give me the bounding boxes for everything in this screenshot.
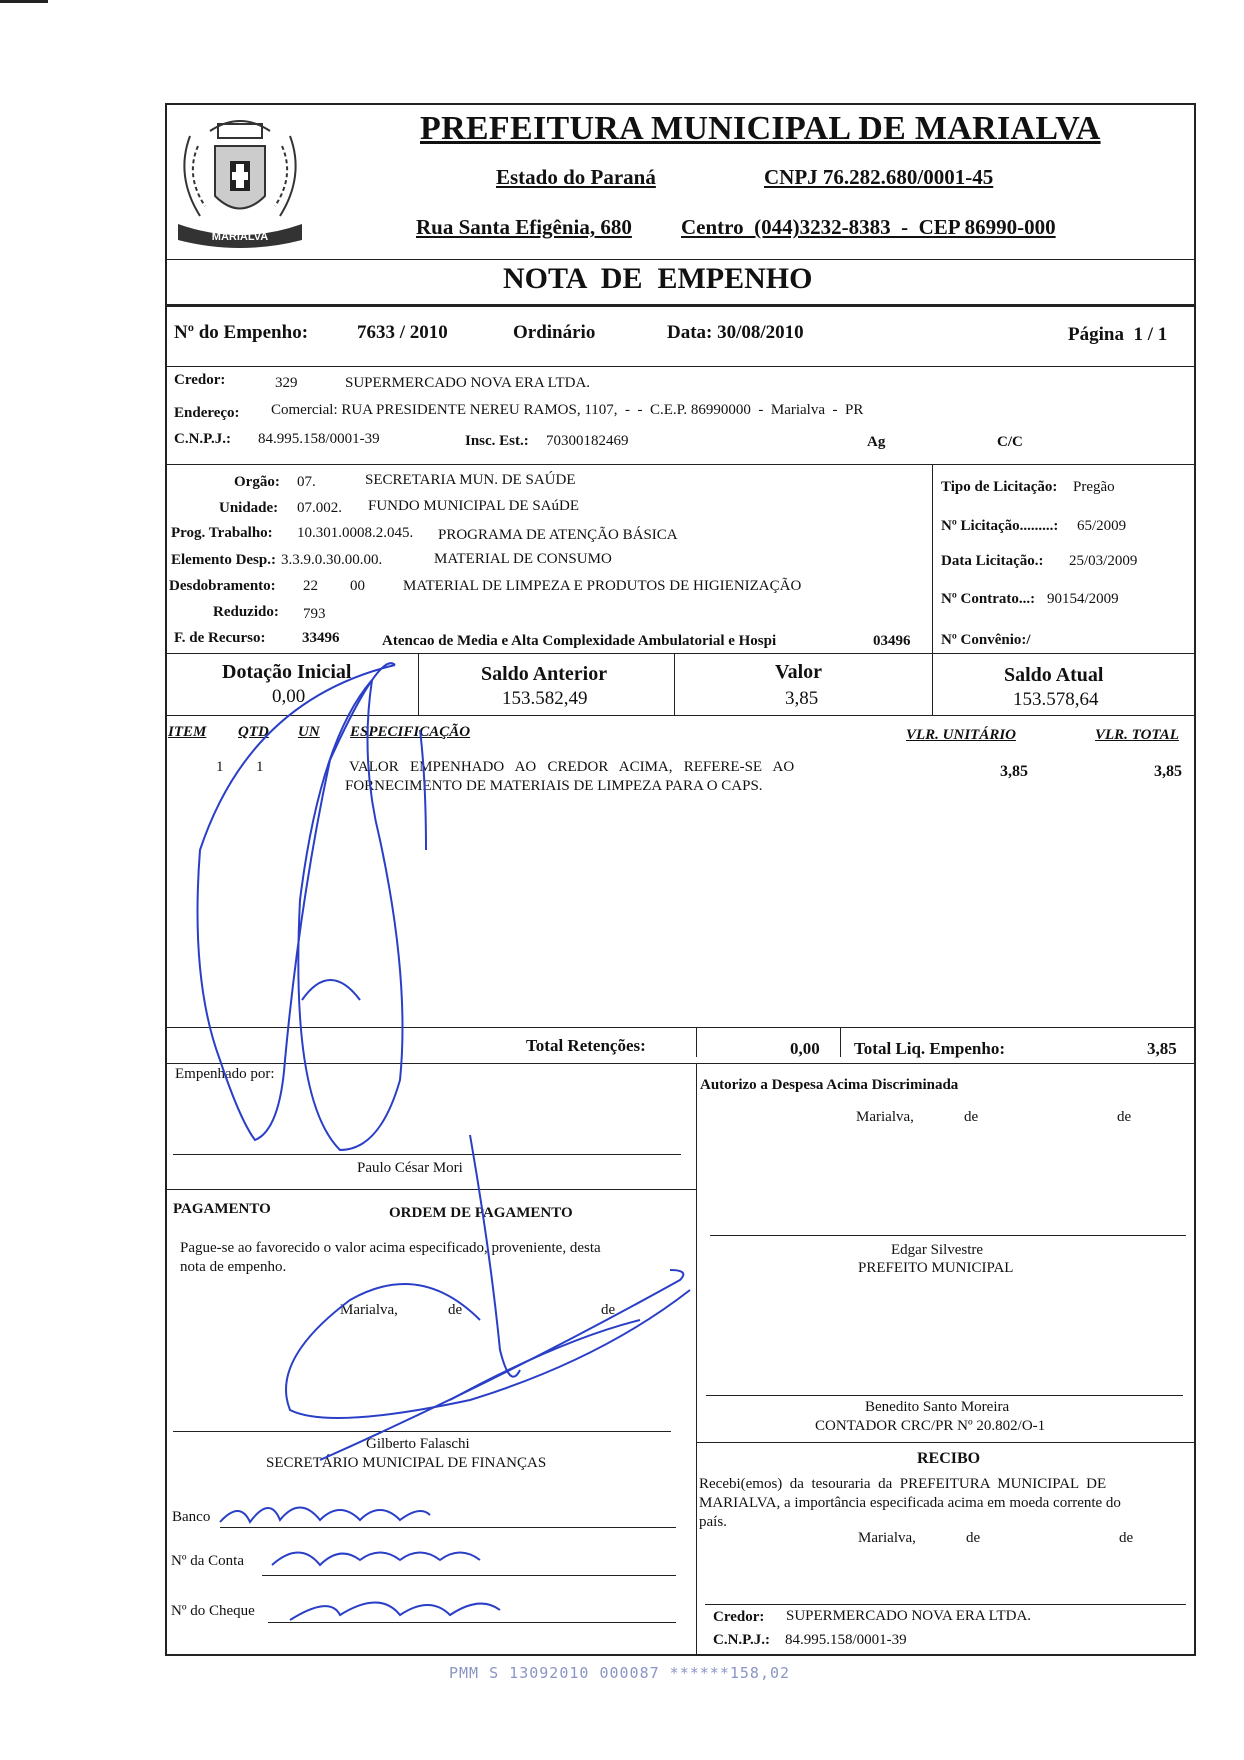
tipo-licitacao: Pregão — [1073, 479, 1115, 495]
prefeito-name: Edgar Silvestre — [891, 1242, 984, 1258]
item-total-value: 3,85 — [1154, 763, 1182, 780]
cnpj-label: C.N.P.J.: — [174, 431, 231, 447]
dotacao-inicial-value: 0,00 — [272, 686, 306, 707]
col-item: ITEM — [168, 724, 207, 740]
reduzido-label: Reduzido: — [213, 604, 279, 620]
licitacao-date: 25/03/2009 — [1069, 553, 1138, 569]
ag-label: Ag — [867, 434, 886, 450]
orgao-label: Orgão: — [234, 474, 280, 490]
item-description-line1: VALOR EMPENHADO AO CREDOR ACIMA, REFERE-SE AO — [349, 759, 795, 775]
credor-cnpj: 84.995.158/0001-39 — [258, 431, 380, 447]
header-address: Rua Santa Efigênia, 680 — [416, 215, 632, 239]
item-unit-value: 3,85 — [1000, 763, 1028, 780]
recibo-line2: MARIALVA, a importância especificada acima em moeda corrente do — [699, 1495, 1121, 1511]
insc-value: 70300182469 — [546, 433, 629, 449]
secretario-role: SECRETÁRIO MUNICIPAL DE FINANÇAS — [266, 1455, 547, 1471]
credor-label: Credor: — [174, 372, 226, 388]
elemento-name: MATERIAL DE CONSUMO — [434, 551, 612, 567]
saldo-atual-value: 153.578,64 — [1013, 689, 1099, 710]
elemento-label: Elemento Desp.: — [171, 552, 276, 568]
recibo-de-1: de — [966, 1530, 981, 1546]
date-de-right-2: de — [1117, 1109, 1132, 1125]
marialva-date-right: Marialva, — [856, 1109, 914, 1125]
saldo-anterior-label: Saldo Anterior — [481, 663, 608, 685]
document-title: NOTA DE EMPENHO — [503, 262, 813, 295]
marialva-date-left: Marialva, — [340, 1302, 398, 1318]
pague-se-line2: nota de empenho. — [180, 1259, 287, 1275]
cc-label: C/C — [997, 434, 1023, 450]
valor-label: Valor — [775, 661, 823, 683]
date-de-1: de — [448, 1302, 463, 1318]
total-retencoes-label: Total Retenções: — [526, 1036, 646, 1055]
page-number: Página 1 / 1 — [1068, 324, 1168, 345]
date-de-right-1: de — [964, 1109, 979, 1125]
contador-role: CONTADOR CRC/PR Nº 20.802/O-1 — [815, 1418, 1046, 1434]
licitacao-number-label: Nº Licitação.........: — [941, 518, 1059, 534]
total-liq-value: 3,85 — [1147, 1039, 1177, 1058]
contador-name: Benedito Santo Moreira — [865, 1399, 1010, 1415]
col-total-value: VLR. TOTAL — [1095, 727, 1179, 743]
recurso-label: F. de Recurso: — [174, 630, 266, 646]
bank-stamp: PMM S 13092010 000087 ******158,02 — [449, 1664, 791, 1682]
municipality-title: PREFEITURA MUNICIPAL DE MARIALVA — [420, 110, 1101, 147]
recurso-code: 33496 — [302, 630, 340, 646]
conta-label: Nº da Conta — [171, 1553, 244, 1569]
col-qtd: QTD — [238, 724, 269, 740]
desdobramento-code: 22 — [303, 578, 318, 594]
tipo-licitacao-label: Tipo de Licitação: — [941, 479, 1058, 495]
recurso-name: Atencao de Media e Alta Complexidade Ambulatorial e Hospi — [382, 633, 777, 649]
total-liq-label: Total Liq. Empenho: — [854, 1039, 1005, 1058]
pague-se-line1: Pague-se ao favorecido o valor acima especificado, proveniente, desta — [180, 1240, 601, 1256]
desdobramento-code-2: 00 — [350, 578, 365, 594]
item-number: 1 — [216, 759, 224, 775]
insc-label: Insc. Est.: — [465, 433, 529, 449]
recibo-cnpj: 84.995.158/0001-39 — [785, 1632, 907, 1648]
recibo-de-2: de — [1119, 1530, 1134, 1546]
state-label: Estado do Paraná — [496, 165, 656, 189]
valor-value: 3,85 — [785, 688, 819, 709]
marialva-recibo: Marialva, — [858, 1530, 916, 1546]
item-qtd: 1 — [256, 759, 264, 775]
cheque-label: Nº do Cheque — [171, 1603, 255, 1619]
credor-address: Comercial: RUA PRESIDENTE NEREU RAMOS, 1107, - - C.E.P. 86990000 - Marialva - PR — [271, 402, 864, 418]
desdobramento-label: Desdobramento: — [169, 578, 276, 594]
ordem-pagamento-heading: ORDEM DE PAGAMENTO — [389, 1205, 573, 1221]
date-de-2: de — [601, 1302, 616, 1318]
secretario-name: Gilberto Falaschi — [366, 1436, 470, 1452]
address-label: Endereço: — [174, 405, 240, 421]
prog-name: PROGRAMA DE ATENÇÃO BÁSICA — [438, 527, 678, 543]
prefeito-role: PREFEITO MUNICIPAL — [858, 1260, 1014, 1276]
unidade-label: Unidade: — [219, 500, 279, 516]
empenho-number-label: Nº do Empenho: — [174, 322, 309, 343]
prog-code: 10.301.0008.2.045. — [297, 525, 414, 541]
empenho-number: 7633 / 2010 — [357, 322, 448, 343]
credor-code: 329 — [275, 375, 298, 391]
header-address-2: Centro (044)3232-8383 - CEP 86990-000 — [681, 215, 1056, 239]
recurso-code-2: 03496 — [873, 633, 911, 649]
recibo-credor: SUPERMERCADO NOVA ERA LTDA. — [786, 1608, 1032, 1624]
saldo-atual-label: Saldo Atual — [1004, 664, 1104, 686]
pagamento-heading: PAGAMENTO — [173, 1201, 271, 1217]
header-cnpj: CNPJ 76.282.680/0001-45 — [764, 165, 994, 189]
contrato-number: 90154/2009 — [1047, 591, 1119, 607]
licitacao-date-label: Data Licitação.: — [941, 553, 1044, 569]
elemento-code: 3.3.9.0.30.00.00. — [281, 552, 383, 568]
recibo-line3: país. — [699, 1514, 727, 1530]
col-espec: ESPECIFICAÇÃO — [350, 724, 471, 740]
prog-label: Prog. Trabalho: — [171, 525, 273, 541]
col-un: UN — [298, 724, 320, 740]
credor-name: SUPERMERCADO NOVA ERA LTDA. — [345, 375, 591, 391]
autorizo-heading: Autorizo a Despesa Acima Discriminada — [700, 1077, 959, 1093]
desdobramento-name: MATERIAL DE LIMPEZA E PRODUTOS DE HIGIENIZAÇÃO — [403, 578, 802, 594]
licitacao-number: 65/2009 — [1077, 518, 1127, 534]
orgao-name: SECRETARIA MUN. DE SAÚDE — [365, 472, 576, 488]
recibo-heading: RECIBO — [917, 1450, 981, 1467]
orgao-code: 07. — [297, 474, 316, 490]
saldo-anterior-value: 153.582,49 — [502, 688, 588, 709]
col-unit-value: VLR. UNITÁRIO — [906, 727, 1017, 743]
empenhado-por-label: Empenhado por: — [175, 1066, 275, 1082]
total-retencoes-value: 0,00 — [790, 1039, 820, 1058]
reduzido-value: 793 — [303, 606, 326, 622]
seal-text: MARIALVA — [211, 231, 269, 243]
empenho-date: Data: 30/08/2010 — [667, 322, 804, 343]
recibo-credor-label: Credor: — [713, 1609, 765, 1625]
empenho-type: Ordinário — [513, 322, 596, 343]
convenio-label: Nº Convênio:/ — [941, 632, 1031, 648]
contrato-label: Nº Contrato...: — [941, 591, 1036, 607]
item-description-line2: FORNECIMENTO DE MATERIAIS DE LIMPEZA PARA O CAPS. — [345, 778, 763, 794]
unidade-name: FUNDO MUNICIPAL DE SAúDE — [368, 498, 579, 514]
dotacao-inicial-label: Dotação Inicial — [222, 661, 352, 683]
recibo-line1: Recebi(emos) da tesouraria da PREFEITURA MUNICIPAL DE — [699, 1476, 1107, 1492]
unidade-code: 07.002. — [297, 500, 342, 516]
recibo-cnpj-label: C.N.P.J.: — [713, 1632, 770, 1648]
banco-label: Banco — [172, 1509, 211, 1525]
empenhado-por-name: Paulo César Mori — [357, 1160, 463, 1176]
